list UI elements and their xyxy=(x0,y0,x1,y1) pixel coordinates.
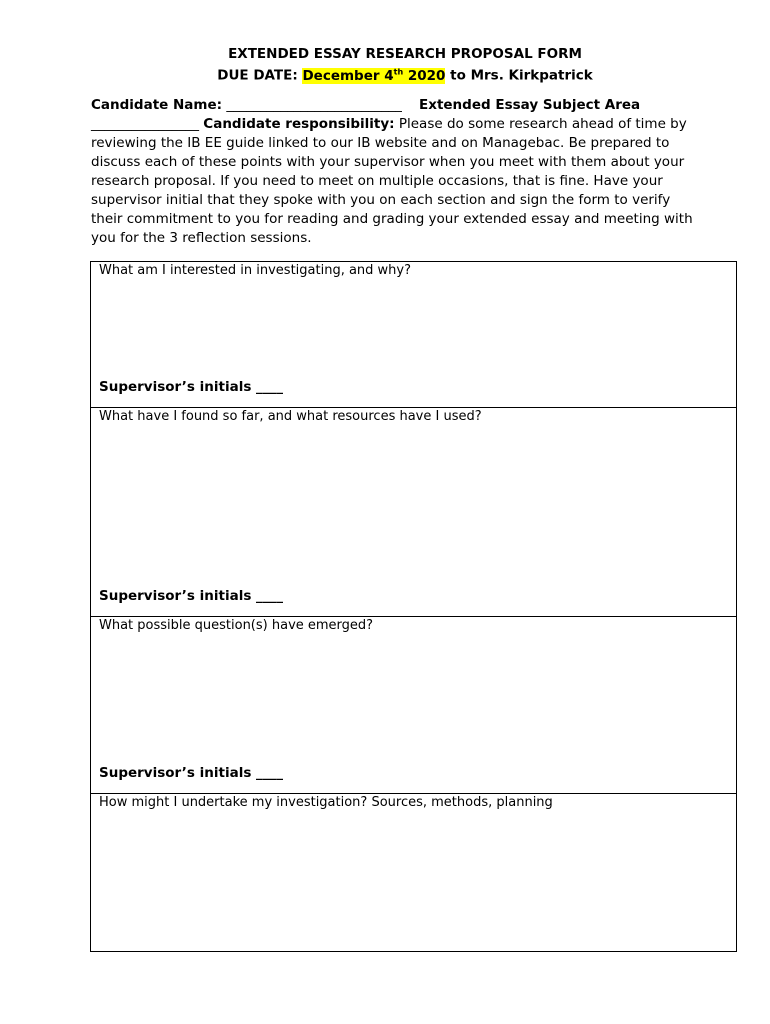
section-questions[interactable] xyxy=(91,617,736,794)
intro-paragraph xyxy=(91,96,731,248)
responsibility-text-2: reviewing the IB EE guide linked to our IB website and on Managebac. Be prepared to xyxy=(91,135,670,151)
responsibility-text-4: research proposal. If you need to meet on multiple occasions, that is fine. Have your xyxy=(91,173,663,189)
responsibility-text-7: you for the 3 reflection sessions. xyxy=(91,230,312,246)
section-question: What have I found so far, and what resources have I used? xyxy=(99,409,482,424)
intro-line-2 xyxy=(91,115,731,134)
responsibility-text-5: supervisor initial that they spoke with you on each section and sign the form to verify xyxy=(91,192,671,208)
section-question: What am I interested in investigating, and why? xyxy=(99,263,412,278)
due-date-prefix: DUE DATE: xyxy=(217,67,303,84)
responsibility-label: Candidate responsibility: xyxy=(203,116,395,132)
due-date-ordinal: th xyxy=(393,67,404,76)
supervisor-initials[interactable]: Supervisor’s initials ____ xyxy=(99,765,284,781)
section-question: What possible question(s) have emerged? xyxy=(99,618,374,633)
section-findings[interactable] xyxy=(91,408,736,617)
supervisor-initials[interactable]: Supervisor’s initials ____ xyxy=(99,379,284,395)
responsibility-text-6: their commitment to you for reading and grading your extended essay and meeting with xyxy=(91,211,693,227)
due-date-highlight xyxy=(302,68,445,84)
intro-line-1 xyxy=(91,96,731,115)
supervisor-initials[interactable]: Supervisor’s initials ____ xyxy=(99,588,284,604)
responsibility-text-3: discuss each of these points with your supervisor when you meet with them about your xyxy=(91,154,685,170)
proposal-table xyxy=(90,261,737,952)
responsibility-text-1: Please do some research ahead of time by xyxy=(398,116,687,132)
due-date-day: December 4 xyxy=(302,67,394,84)
form-title: EXTENDED ESSAY RESEARCH PROPOSAL FORM xyxy=(228,46,582,62)
due-date-suffix: to Mrs. Kirkpatrick xyxy=(445,67,593,84)
candidate-name-blank[interactable]: __________________________ xyxy=(226,97,402,113)
subject-area-blank[interactable]: ________________ xyxy=(91,116,199,132)
section-interest[interactable] xyxy=(91,262,736,408)
section-question: How might I undertake my investigation? Sources, methods, planning xyxy=(99,795,553,810)
section-method[interactable] xyxy=(91,794,736,952)
due-date-year: 2020 xyxy=(403,67,446,84)
subject-area-label: Extended Essay Subject Area xyxy=(419,97,641,113)
candidate-name-label: Candidate Name: xyxy=(91,97,223,113)
due-date-line xyxy=(0,63,770,85)
